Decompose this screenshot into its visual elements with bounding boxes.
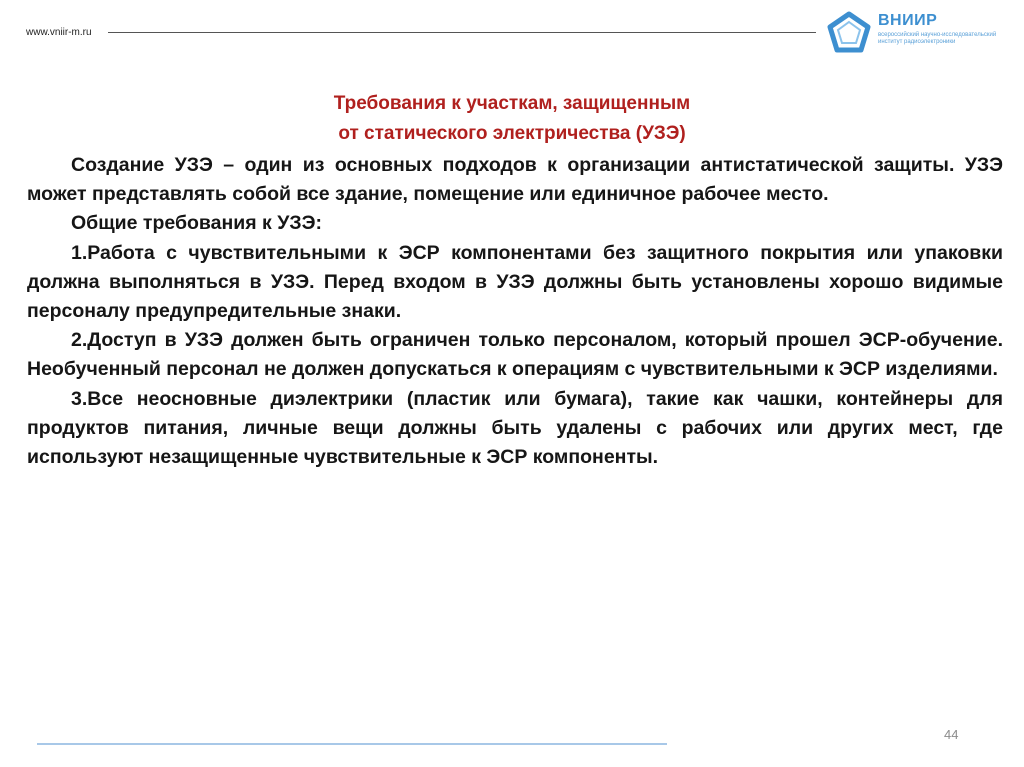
vniir-logo (826, 10, 996, 60)
footer-divider (37, 743, 667, 745)
slide-title-line-1: Требования к участкам, защищенным (333, 93, 691, 114)
slide-body (27, 151, 1003, 472)
paragraph-requirement-3: 3.Все неосновные диэлектрики (пластик или бумага), такие как чашки, контейнеры для продуктов питания, личные вещи должны быть удалены с рабочих или других мест, где используют незащищенные чувствительные к ЭСР компоненты. (27, 387, 1003, 469)
website-url: www.vniir-m.ru (26, 27, 92, 38)
paragraph-general-requirements: Общие требования к УЗЭ: (71, 212, 322, 235)
paragraph-requirement-1: 1.Работа с чувствительными к ЭСР компонентами без защитного покрытия или упаковки должна выполняться в УЗЭ. Перед входом в УЗЭ должны быть установлены хорошо видимые персоналу предупредительные знаки. (27, 241, 1003, 323)
slide-title-line-2: от статического электричества (УЗЭ) (338, 123, 686, 144)
page-number: 44 (944, 727, 959, 742)
logo-name: ВНИИР (878, 12, 938, 29)
paragraph-intro: Создание УЗЭ – один из основных подходов к организации антистатической защиты. УЗЭ может представлять собой все здание, помещение или единичное рабочее место. (27, 154, 1003, 206)
paragraph-requirement-2: 2.Доступ в УЗЭ должен быть ограничен только персоналом, который прошел ЭСР-обучение. Необученный персонал не должен допускаться к операциям с чувствительными к ЭСР изделиями. (27, 329, 1003, 381)
header-divider (108, 32, 816, 33)
pentagon-logo-icon (826, 10, 872, 56)
logo-subtitle: всероссийский научно-исследовательский институт радиоэлектроники (878, 32, 997, 45)
